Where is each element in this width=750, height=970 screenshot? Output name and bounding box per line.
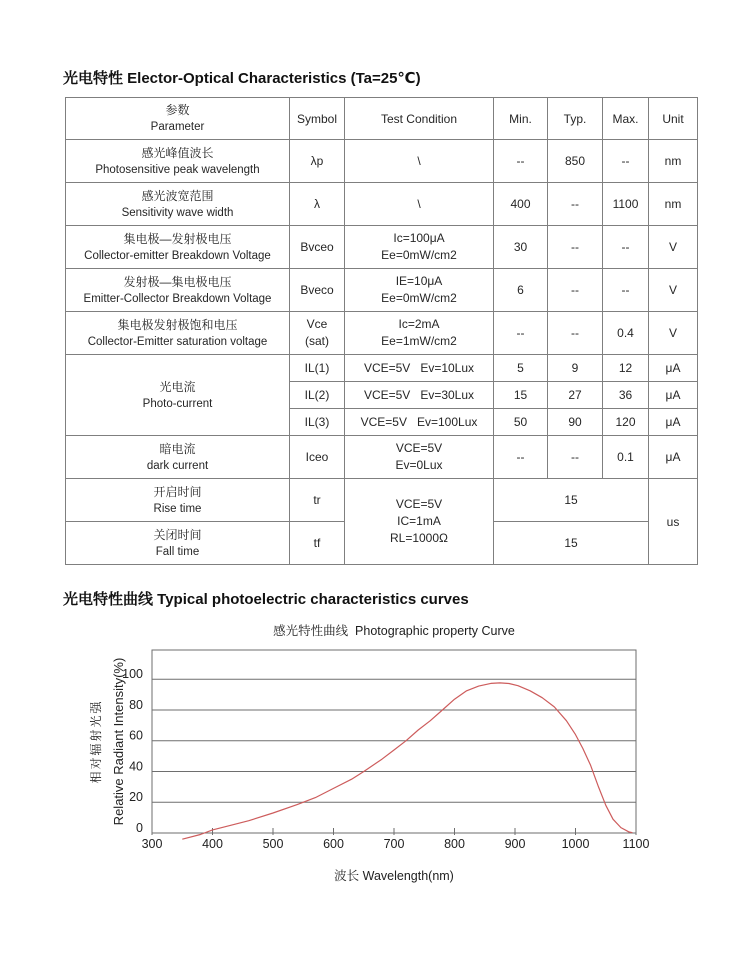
plot-border	[152, 650, 636, 833]
min-cell: 15	[494, 382, 548, 409]
min-cell: --	[494, 312, 548, 355]
y-axis-label-cn: 相对辐射光强	[89, 699, 103, 784]
row-bvceo	[66, 226, 698, 269]
condition-cell: VCE=5V Ev=10Lux	[345, 355, 494, 382]
condition-cell-rise-fall: VCE=5V IC=1mA RL=1000Ω	[345, 479, 494, 565]
max-cell: --	[603, 140, 649, 183]
unit-cell: V	[649, 226, 698, 269]
max-cell: 0.4	[603, 312, 649, 355]
typ-cell: --	[548, 269, 603, 312]
section1-title: 光电特性 Elector-Optical Characteristics (Ta=25℃)	[63, 70, 421, 87]
electro-optical-characteristics-table	[65, 97, 698, 565]
spectral-response-curve	[182, 683, 632, 839]
header-parameter: 参数 Parameter	[66, 98, 290, 140]
unit-cell: μA	[649, 409, 698, 436]
header-symbol: Symbol	[290, 98, 345, 140]
unit-cell: V	[649, 269, 698, 312]
header-min: Min.	[494, 98, 548, 140]
symbol-cell: λp	[290, 140, 345, 183]
max-cell: 12	[603, 355, 649, 382]
symbol-cell: IL(2)	[290, 382, 345, 409]
min-cell: --	[494, 140, 548, 183]
row-peak-wavelength	[66, 140, 698, 183]
header-typ: Typ.	[548, 98, 603, 140]
chart-title: 感光特性曲线 Photographic property Curve	[273, 624, 515, 638]
x-axis-label: 波长 Wavelength(nm)	[334, 869, 454, 883]
max-cell: 0.1	[603, 436, 649, 479]
row-photocurrent-il1	[66, 355, 698, 382]
y-tick-label: 40	[129, 759, 143, 774]
photocurve-chart-svg	[60, 645, 700, 895]
typ-cell: 9	[548, 355, 603, 382]
x-tick-label: 700	[383, 837, 405, 851]
unit-cell: μA	[649, 436, 698, 479]
symbol-cell: tf	[290, 522, 345, 565]
min-cell: 50	[494, 409, 548, 436]
condition-cell: Ic=2mA Ee=1mW/cm2	[345, 312, 494, 355]
y-tick-label: 80	[129, 697, 143, 712]
symbol-cell: Bvceo	[290, 226, 345, 269]
x-tick-label: 400	[202, 837, 223, 851]
symbol-cell: Iceo	[290, 436, 345, 479]
param-cell: 暗电流 dark current	[66, 436, 290, 479]
condition-cell: IE=10μA Ee=0mW/cm2	[345, 269, 494, 312]
max-cell: 120	[603, 409, 649, 436]
typ-cell: 27	[548, 382, 603, 409]
min-cell: 30	[494, 226, 548, 269]
row-vce-sat	[66, 312, 698, 355]
condition-cell: \	[345, 183, 494, 226]
row-rise-time	[66, 479, 698, 522]
unit-cell: nm	[649, 183, 698, 226]
condition-cell: \	[345, 140, 494, 183]
symbol-cell: Vce (sat)	[290, 312, 345, 355]
param-cell: 集电极—发射极电压 Collector-emitter Breakdown Voltage	[66, 226, 290, 269]
condition-cell: Ic=100μA Ee=0mW/cm2	[345, 226, 494, 269]
typ-cell: --	[548, 436, 603, 479]
y-axis-label-en: Relative Radiant Intensity(%)	[111, 657, 126, 826]
max-cell: --	[603, 226, 649, 269]
header-test-condition: Test Condition	[345, 98, 494, 140]
typ-cell: 90	[548, 409, 603, 436]
param-cell: 开启时间 Rise time	[66, 479, 290, 522]
typ-cell: --	[548, 183, 603, 226]
unit-cell: μA	[649, 355, 698, 382]
symbol-cell: tr	[290, 479, 345, 522]
condition-cell: VCE=5V Ev=0Lux	[345, 436, 494, 479]
param-cell: 感光波宽范围 Sensitivity wave width	[66, 183, 290, 226]
condition-cell: VCE=5V Ev=100Lux	[345, 409, 494, 436]
param-cell: 发射极—集电极电压 Emitter-Collector Breakdown Voltage	[66, 269, 290, 312]
typ-cell: --	[548, 312, 603, 355]
min-cell: --	[494, 436, 548, 479]
symbol-cell: Bveco	[290, 269, 345, 312]
param-cell-photocurrent: 光电流 Photo-current	[66, 355, 290, 436]
header-max: Max.	[603, 98, 649, 140]
param-cell: 关闭时间 Fall time	[66, 522, 290, 565]
x-tick-label: 800	[444, 837, 465, 851]
x-tick-label: 1000	[561, 837, 590, 851]
condition-cell: VCE=5V Ev=30Lux	[345, 382, 494, 409]
x-tick-label: 900	[504, 837, 526, 851]
y-tick-label: 60	[129, 728, 143, 743]
row-sensitivity-wave-width	[66, 183, 698, 226]
y-tick-label: 20	[129, 790, 143, 805]
max-cell: 36	[603, 382, 649, 409]
min-cell: 6	[494, 269, 548, 312]
header-unit: Unit	[649, 98, 698, 140]
row-dark-current	[66, 436, 698, 479]
unit-cell: μA	[649, 382, 698, 409]
symbol-cell: λ	[290, 183, 345, 226]
value-cell: 15	[494, 522, 649, 565]
max-cell: 1100	[603, 183, 649, 226]
section2-title: 光电特性曲线 Typical photoelectric characteristics curves	[63, 591, 469, 608]
x-tick-label: 500	[262, 837, 284, 851]
y-tick-label: 0	[136, 821, 143, 835]
value-cell: 15	[494, 479, 649, 522]
x-tick-label: 300	[141, 837, 163, 851]
param-cell: 感光峰值波长 Photosensitive peak wavelength	[66, 140, 290, 183]
min-cell: 5	[494, 355, 548, 382]
symbol-cell: IL(1)	[290, 355, 345, 382]
min-cell: 400	[494, 183, 548, 226]
typ-cell: 850	[548, 140, 603, 183]
unit-cell: nm	[649, 140, 698, 183]
row-bveco	[66, 269, 698, 312]
table-header-row	[66, 98, 698, 140]
param-cell: 集电极发射极饱和电压 Collector-Emitter saturation voltage	[66, 312, 290, 355]
unit-cell: V	[649, 312, 698, 355]
unit-cell-rise-fall: us	[649, 479, 698, 565]
x-tick-label: 600	[323, 837, 344, 851]
symbol-cell: IL(3)	[290, 409, 345, 436]
y-tick-label: 100	[122, 667, 143, 682]
typ-cell: --	[548, 226, 603, 269]
x-tick-label: 1100	[622, 837, 650, 851]
max-cell: --	[603, 269, 649, 312]
